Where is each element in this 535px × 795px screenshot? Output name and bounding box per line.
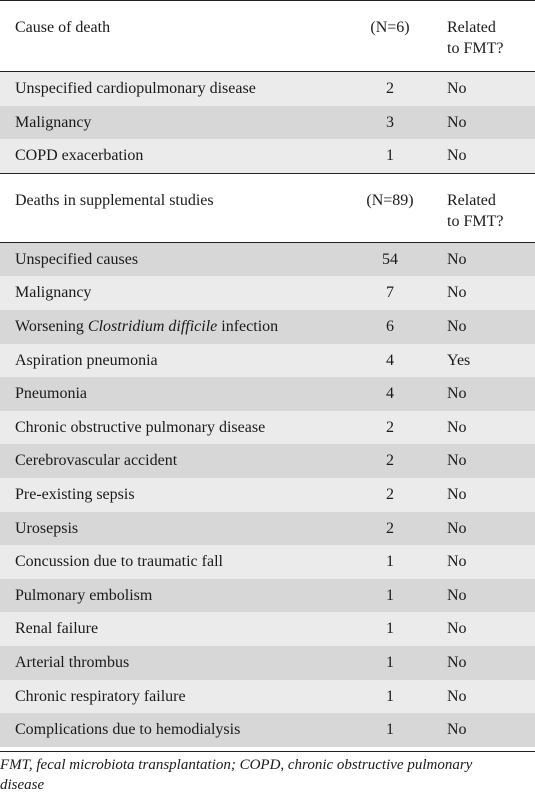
cell-related: No — [447, 687, 467, 705]
cell-cause: Worsening Clostridium difficile infection — [15, 317, 279, 335]
cell-n: 2 — [386, 80, 394, 97]
cell-n: 4 — [386, 385, 394, 403]
cell-n: 1 — [386, 620, 394, 638]
header-cause: Deaths in supplemental studies — [15, 191, 214, 209]
cell-cause: COPD exacerbation — [15, 147, 144, 165]
footnote-line-1: FMT, fecal microbiota transplantation; COPD, chronic obstructive pulmonary — [0, 757, 473, 773]
cell-cause: Renal failure — [15, 620, 99, 638]
table-row — [0, 377, 535, 411]
cell-n: 6 — [386, 317, 394, 335]
table-row — [0, 276, 535, 310]
cell-related: No — [447, 317, 467, 335]
cell-cause: Unspecified causes — [15, 250, 139, 268]
table-footnote — [0, 751, 535, 795]
cell-cause: Malignancy — [15, 284, 92, 302]
cell-cause: Concussion due to traumatic fall — [15, 553, 223, 571]
cell-cause: Pulmonary embolism — [15, 586, 153, 604]
cell-n: 1 — [386, 653, 394, 671]
cell-n: 2 — [386, 519, 394, 537]
table-row — [0, 612, 535, 646]
cell-cause: Urosepsis — [15, 519, 79, 537]
table-row — [0, 139, 535, 173]
table-row — [0, 713, 535, 747]
cell-n: 1 — [386, 687, 394, 705]
header-cause: Cause of death — [15, 19, 111, 36]
cell-n: 1 — [386, 721, 394, 739]
table-row — [0, 680, 535, 714]
cell-related: No — [447, 485, 467, 503]
table-row — [0, 72, 535, 106]
table-row — [0, 444, 535, 478]
cell-cause: Aspiration pneumonia — [15, 351, 158, 369]
cell-cause: Cerebrovascular accident — [15, 452, 178, 470]
cell-n: 1 — [386, 147, 394, 165]
table-header-cause-of-death — [0, 0, 535, 72]
cell-n: 4 — [386, 351, 394, 369]
table-row — [0, 243, 535, 277]
cell-cause: Pre-existing sepsis — [15, 485, 135, 503]
cell-cause: Arterial thrombus — [15, 653, 130, 671]
table-row — [0, 106, 535, 140]
cell-n: 2 — [386, 418, 394, 436]
table-row — [0, 344, 535, 378]
cell-n: 3 — [386, 113, 394, 131]
cell-cause: Chronic obstructive pulmonary disease — [15, 418, 266, 436]
header-n: (N=89) — [366, 191, 414, 209]
table-row — [0, 512, 535, 546]
cell-related: No — [447, 385, 467, 403]
cell-related: No — [447, 80, 467, 97]
cell-cause: Chronic respiratory failure — [15, 687, 186, 705]
table-row — [0, 478, 535, 512]
cell-related: No — [447, 553, 467, 571]
cell-related: No — [447, 653, 467, 671]
cell-n: 1 — [386, 586, 394, 604]
cell-related: No — [447, 586, 467, 604]
table-row — [0, 411, 535, 445]
table-row — [0, 646, 535, 680]
cell-related: No — [447, 721, 467, 739]
table-row — [0, 310, 535, 344]
cell-related: No — [447, 452, 467, 470]
cell-cause: Pneumonia — [15, 385, 87, 403]
cell-related: No — [447, 620, 467, 638]
cell-n: 54 — [382, 250, 398, 268]
cell-related: No — [447, 284, 467, 302]
header-related: Related to FMT? — [447, 191, 504, 230]
cell-cause: Complications due to hemodialysis — [15, 721, 241, 739]
cell-related: No — [447, 147, 467, 165]
footnote-line-2: disease — [0, 777, 45, 793]
header-n: (N=6) — [370, 19, 410, 36]
header-related: Related to FMT? — [447, 19, 504, 57]
cell-n: 2 — [386, 452, 394, 470]
cell-n: 1 — [386, 553, 394, 571]
cell-cause: Malignancy — [15, 113, 92, 131]
cell-related: No — [447, 418, 467, 436]
table-header-supplemental-deaths — [0, 173, 535, 243]
cell-related: No — [447, 250, 467, 268]
cell-related: No — [447, 519, 467, 537]
table-row — [0, 579, 535, 613]
cell-related: No — [447, 113, 467, 131]
table-row — [0, 545, 535, 579]
cell-n: 7 — [386, 284, 394, 302]
cell-cause: Unspecified cardiopulmonary disease — [15, 80, 256, 97]
cell-related: Yes — [447, 351, 471, 369]
cell-n: 2 — [386, 485, 394, 503]
